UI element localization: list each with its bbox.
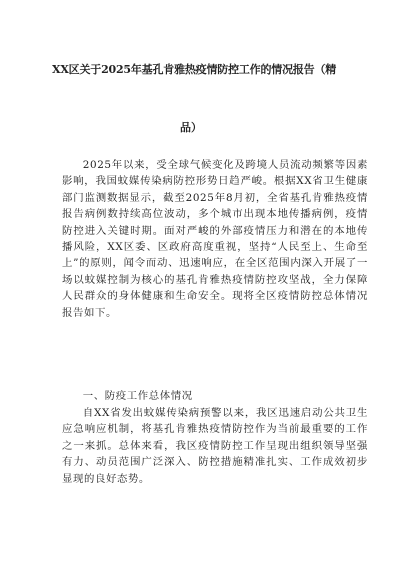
- section-paragraph: 自XX省发出蚊媒传染病预警以来，我区迅速启动公共卫生应急响应机制，将基孔肯雅热疫情防控作为当前最重要的工作之一来抓。总体来看，我区疫情防控工作呈现出组织领导坚强有力、动员范围广泛深入、防控措施精准扎实、工作成效初步显现的良好态势。: [62, 407, 368, 485]
- section-heading: 一、防疫工作总体情况: [82, 390, 193, 402]
- intro-paragraph: 2025年以来，受全球气候变化及跨境人员流动频繁等因素影响，我国蚊媒传染病防控形势日趋严峻。根据XX省卫生健康部门监测数据显示，截至2025年8月初，全省基孔肯雅热疫情报告病例数持续高位波动，多个城市出现本地传播病例，疫情防控进入关键时期。面对严峻的外部疫情压力和潜在的本地传播风险，XX区委、区政府高度重视，坚持“人民至上、生命至上”的原则，闻令而动、迅速响应，在全区范围内深入开展了一场以蚊媒控制为核心的基孔肯雅热疫情防控攻坚战，全力保障人民群众的身体健康和生命安全。现将全区疫情防控总体情况报告如下。: [62, 159, 368, 319]
- document-title-continuation: 品）: [180, 121, 202, 134]
- document-title: XX区关于2025年基孔肯雅热疫情防控工作的情况报告（精: [52, 63, 337, 76]
